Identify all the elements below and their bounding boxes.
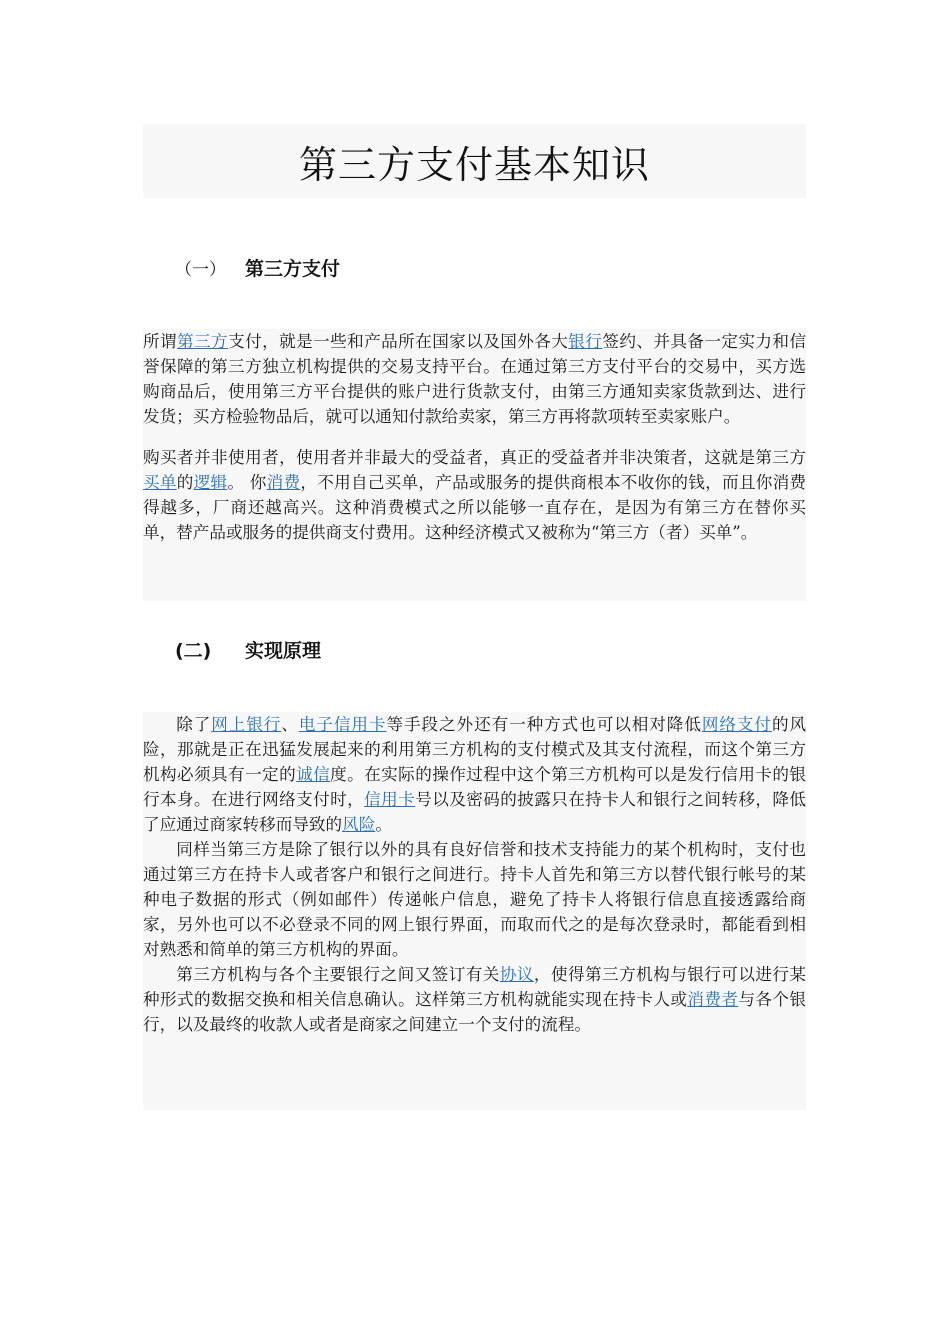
link-third-party[interactable]: 第三方 <box>177 332 229 351</box>
text-run: 的风险，那就是正在迅猛发展起来的利用第三方机构的支付模式及其支付流程，而这个第三方机构必须具有一定的 <box>143 715 807 784</box>
link-integrity[interactable]: 诚信 <box>296 765 331 784</box>
text-run: 。 你 <box>227 473 267 492</box>
section1-title: 第三方支付 <box>245 258 341 280</box>
section2-number: (二) <box>175 640 212 662</box>
text-run: ，不用自己买单，产品或服务的提供商根本不收你的钱，而且你消费得越多，厂商还越高兴。这种消费模式之所以能够一直存在，是因为有第三方在替你买单，替产品或服务的提供商支付费用。这种经济模式又被称为“第三方（者）买单”。 <box>143 473 807 542</box>
link-consume[interactable]: 消费 <box>266 473 301 492</box>
text-run: 支付，就是一些和产品所在国家以及国外各大 <box>228 332 569 351</box>
section2-paragraph-2 <box>143 837 806 962</box>
section2-title: 实现原理 <box>245 640 322 662</box>
text-run: 购买者并非使用者，使用者并非最大的受益者，真正的受益者并非决策者，这就是第三方 <box>143 448 806 467</box>
section2-paragraph-1 <box>143 712 806 837</box>
link-bank[interactable]: 银行 <box>568 332 603 351</box>
text-run: 号以及密码的披露只在持卡人和银行之间转移，降低了应通过商家转移而导致的 <box>143 790 807 834</box>
section1-heading <box>175 254 340 281</box>
text-run: ，使得第三方机构与银行可以进行某种形式的数据交换和相关信息确认。这样第三方机构就能实现在持卡人或 <box>143 965 807 1009</box>
section1-paragraph-2 <box>143 445 806 545</box>
text-run: 所谓 <box>143 332 178 351</box>
link-credit-card[interactable]: 信用卡 <box>364 790 416 809</box>
link-network-payment[interactable]: 网络支付 <box>701 715 772 734</box>
link-pay-bill[interactable]: 买单 <box>143 473 177 492</box>
text-run: 签约、并具备一定实力和信誉保障的第三方独立机构提供的交易支持平台。在通过第三方支付平台的交易中，买方选购商品后，使用第三方平台提供的账户进行货款支付，由第三方通知卖家货款到达、进行发货；买方检验物品后，就可以通知付款给卖家，第三方再将款项转至卖家账户。 <box>143 332 807 426</box>
section2-heading <box>175 636 321 663</box>
link-agreement[interactable]: 协议 <box>499 965 534 984</box>
section2-body <box>143 712 806 1110</box>
link-logic[interactable]: 逻辑 <box>193 473 228 492</box>
text-run: 。 <box>375 815 392 834</box>
section1-body <box>143 329 806 601</box>
link-e-credit-card[interactable]: 电子信用卡 <box>298 715 387 734</box>
section1-paragraph-1 <box>143 329 806 429</box>
text-run: 等手段之外还有一种方式也可以相对降低 <box>386 715 702 734</box>
link-consumer[interactable]: 消费者 <box>687 990 739 1009</box>
link-online-banking[interactable]: 网上银行 <box>211 715 282 734</box>
text-run: 的 <box>176 473 194 492</box>
page-title: 第三方支付基本知识 <box>298 142 650 187</box>
section2-paragraph-3 <box>143 962 806 1037</box>
text-run: 与各个银行，以及最终的收款人或者是商家之间建立一个支付的流程。 <box>143 990 807 1034</box>
text-run: 同样当第三方是除了银行以外的具有良好信誉和技术支持能力的某个机构时，支付也通过第三方在持卡人或者客户和银行之间进行。持卡人首先和第三方以替代银行帐号的某种电子数据的形式（例如邮件）传递帐户信息，避免了持卡人将银行信息直接透露给商家，另外也可以不必登录不同的网上银行界面，而取而代之的是每次登录时，都能看到相对熟悉和简单的第三方机构的界面。 <box>143 840 806 959</box>
text-run: 度。在实际的操作过程中这个第三方机构可以是发行信用卡的银行本身。在进行网络支付时， <box>143 765 807 809</box>
text-run: 第三方机构与各个主要银行之间又签订有关 <box>176 965 500 984</box>
link-risk[interactable]: 风险 <box>342 815 376 834</box>
title-box <box>143 124 806 198</box>
text-run: 除了 <box>176 715 212 734</box>
section1-number: （一） <box>175 260 226 280</box>
text-run: 、 <box>281 715 299 734</box>
